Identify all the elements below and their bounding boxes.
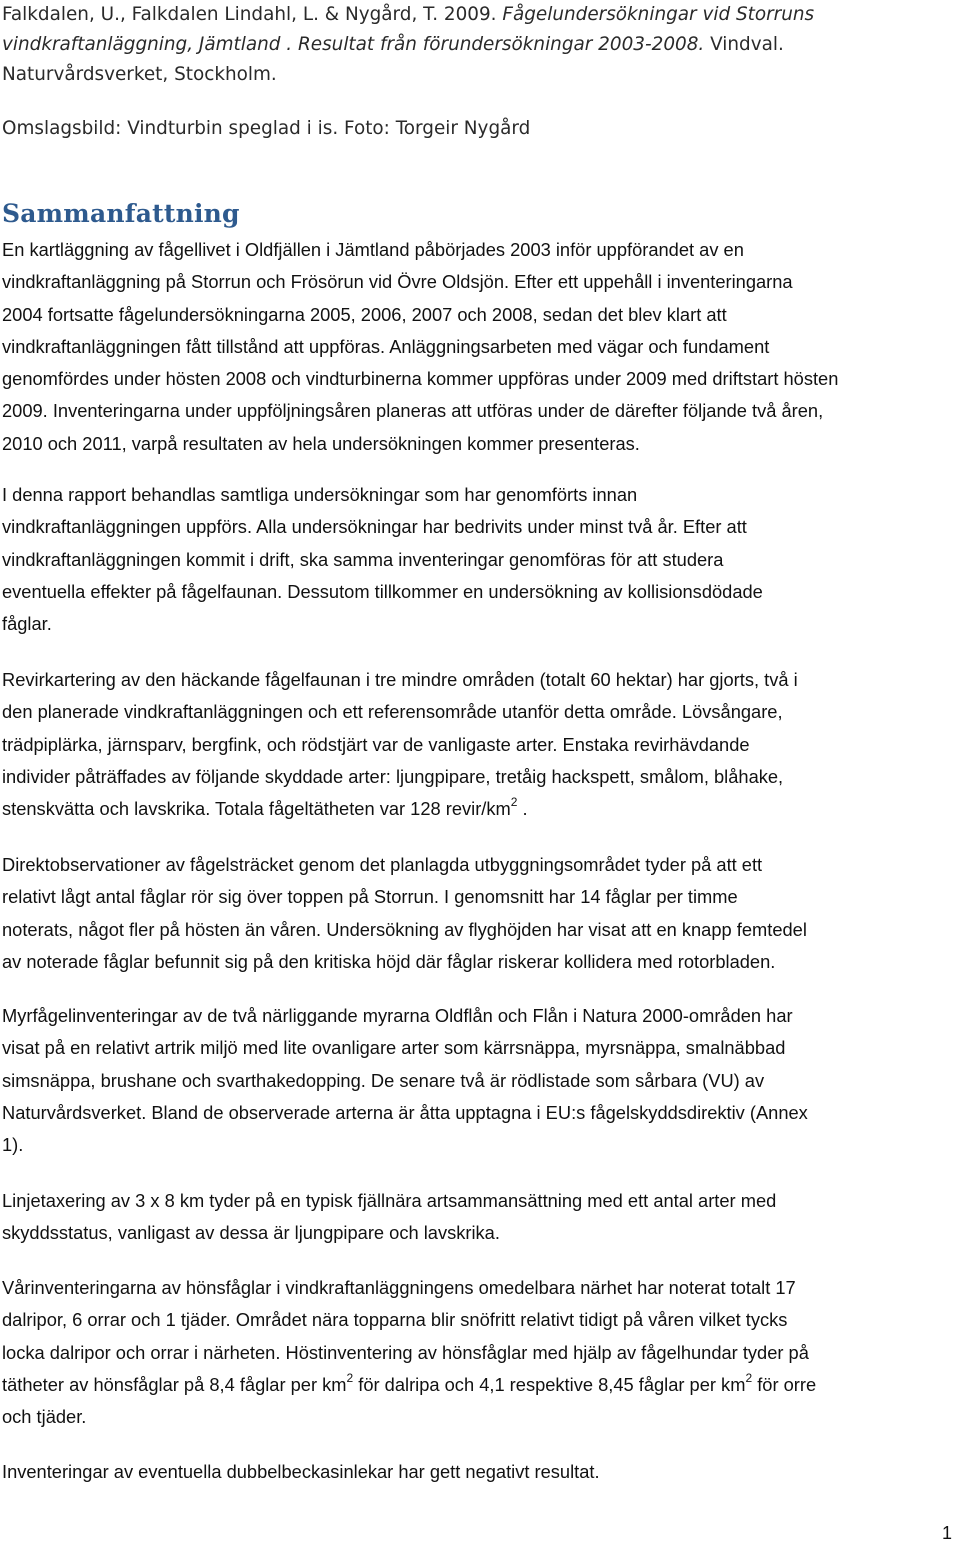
paragraph-line: Naturvårdsverket. Bland de observerade arterna är åtta upptagna i EU:s fågelskyddsdirektiv (Annex: [2, 1101, 808, 1123]
paragraph-line: individer påträffades av följande skyddade arter: ljungpipare, tretåig hackspett, smålom, blåhake,: [2, 765, 784, 787]
paragraph-line: relativt lågt antal fåglar rör sig över toppen på Storrun. I genomsnitt har 14 fåglar per timme: [2, 886, 738, 908]
paragraph-line: trädpiplärka, järnsparv, bergfink, och rödstjärt var de vanligaste arter. Enstaka revirhävdande: [2, 733, 750, 755]
paragraph-line: vindkraftanläggningen fått tillstånd att uppföras. Anläggningsarbeten med vägar och fundament: [2, 335, 770, 357]
paragraph-line: skyddsstatus, vanligast av dessa är ljungpipare och lavskrika.: [2, 1222, 500, 1244]
paragraph-line: Linjetaxering av 3 x 8 km tyder på en typisk fjällnära artsammansättning med ett antal arter med: [2, 1190, 777, 1211]
superscript: 2: [510, 795, 518, 810]
paragraph-line: noterats, något fler på hösten än våren. Undersökning av flyghöjden har visat att en knapp femtedel: [2, 918, 807, 940]
paragraph-line: eventuella effekter på fågelfaunan. Dessutom tillkommer en undersökning av kollisionsdödade: [2, 580, 763, 602]
paragraph-line: och tjäder.: [2, 1406, 87, 1428]
superscript: 2: [745, 1370, 753, 1385]
reference-line-3: Naturvårdsverket, Stockholm.: [2, 64, 277, 85]
reference-line-2: vindkraftanläggning, Jämtland . Resultat från förundersökningar 2003-2008. Vindval.: [2, 34, 784, 55]
paragraph-line: 2004 fortsatte fågelundersökningarna 2005, 2006, 2007 och 2008, sedan det blev klart att: [2, 303, 727, 325]
paragraph-line: vindkraftanläggning på Storrun och Frösörun vid Övre Oldsjön. Efter ett uppehåll i inventeringarna: [2, 271, 793, 293]
summary-paragraph-7: [2, 1272, 958, 1433]
paragraph-line: Revirkartering av den häckande fågelfaunan i tre mindre områden (totalt 60 hektar) har gjorts, två i: [2, 669, 798, 690]
paragraph-line: locka dalripor och orrar i närheten. Höstinventering av hönsfåglar med hjälp av fågelhundar tyder på: [2, 1341, 809, 1363]
section-heading: Sammanfattning: [2, 199, 240, 228]
bibliographic-reference: [2, 0, 942, 90]
paragraph-line: I denna rapport behandlas samtliga undersökningar som har genomförts innan: [2, 484, 638, 505]
paragraph-line: 1).: [2, 1134, 24, 1156]
paragraph-line: tätheter av hönsfåglar på 8,4 fåglar per $km^2$ för dalripa och 4,1 respektive 8,45 fåglar per $km^2$ för orre: [2, 1370, 817, 1395]
paragraph-line: den planerade vindkraftanläggningen och ett referensområde utanför detta område. Lövsångare,: [2, 701, 783, 723]
paragraph-line: vindkraftanläggningen kommit i drift, ska samma inventeringar genomföras för att studera: [2, 548, 724, 570]
summary-paragraph-8: [2, 1456, 958, 1488]
summary-paragraph-3: [2, 664, 958, 825]
paragraph-line: simsnäppa, brushane och svarthakedopping. De senare två är rödlistade som sårbara (VU) av: [2, 1069, 765, 1091]
paragraph-line: genomfördes under hösten 2008 och vindturbinerna kommer uppföras under 2009 med driftstart hösten: [2, 368, 839, 390]
page-number: 1: [941, 1523, 952, 1543]
summary-paragraph-1: [2, 234, 958, 460]
paragraph-line: Inventeringar av eventuella dubbelbeckasinlekar har gett negativt resultat.: [2, 1461, 600, 1482]
summary-paragraph-6: [2, 1185, 958, 1250]
paragraph-line: fåglar.: [2, 613, 52, 635]
paragraph-line: stenskvätta och lavskrika. Totala fågeltätheten var 128 revir/$km^2$ .: [2, 795, 528, 820]
cover-photo-credit: Omslagsbild: Vindturbin speglad i is. Foto: Torgeir Nygård: [2, 118, 531, 139]
paragraph-line: Vårinventeringarna av hönsfåglar i vindkraftanläggningens omedelbara närhet har noterat totalt 17: [2, 1277, 796, 1298]
paragraph-line: dalripor, 6 orrar och 1 tjäder. Området nära topparna blir snöfritt relativt tidigt på våren vilket tycks: [2, 1309, 788, 1331]
summary-paragraph-2: [2, 479, 958, 640]
reference-line-1: Falkdalen, U., Falkdalen Lindahl, L. & Nygård, T. 2009. Fågelundersökningar vid Storruns: [2, 4, 815, 25]
paragraph-line: Myrfågelinventeringar av de två närliggande myrarna Oldflån och Flån i Natura 2000-områden har: [2, 1005, 793, 1026]
paragraph-line: Direktobservationer av fågelsträcket genom det planlagda utbyggningsområdet tyder på att ett: [2, 854, 763, 875]
summary-paragraph-5: [2, 1000, 958, 1161]
summary-paragraph-4: [2, 849, 958, 978]
paragraph-line: 2010 och 2011, varpå resultaten av hela undersökningen kommer presenteras.: [2, 432, 640, 454]
paragraph-line: En kartläggning av fågellivet i Oldfjällen i Jämtland påbörjades 2003 inför uppförandet av en: [2, 239, 744, 260]
paragraph-line: visat på en relativt artrik miljö med lite ovanligare arter som kärrsnäppa, myrsnäppa, smalnäbbad: [2, 1037, 786, 1059]
paragraph-line: 2009. Inventeringarna under uppföljningsåren planeras att utföras under de därefter följande två åren,: [2, 400, 824, 422]
superscript: 2: [346, 1370, 354, 1385]
paragraph-line: av noterade fåglar befunnit sig på den kritiska höjd där fåglar riskerar kollidera med rotorbladen.: [2, 950, 776, 972]
paragraph-line: vindkraftanläggningen uppförs. Alla undersökningar har bedrivits under minst två år. Efter att: [2, 516, 747, 538]
